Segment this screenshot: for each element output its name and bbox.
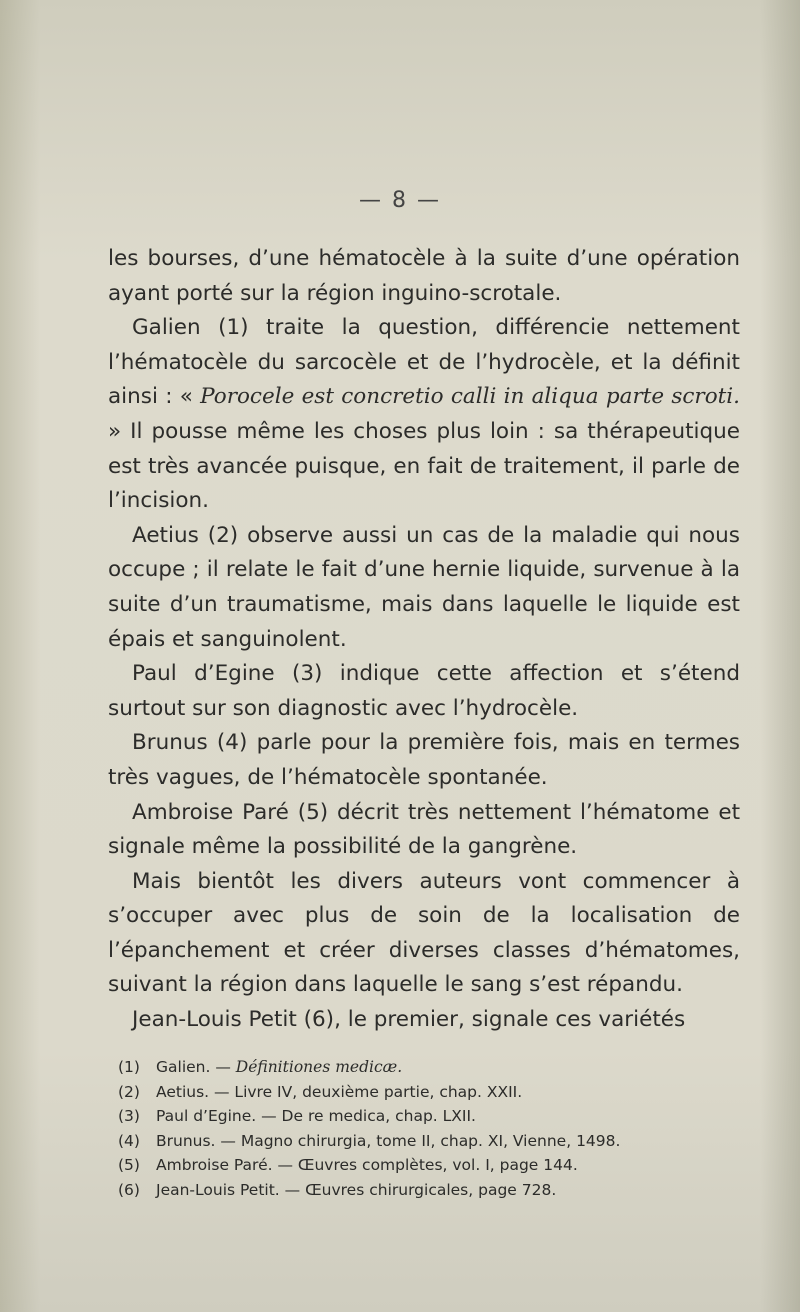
footnote-number: (2) [118, 1082, 140, 1101]
footnote [118, 1178, 748, 1203]
footnote [118, 1129, 748, 1154]
footnote-text: Paul d’Egine. — De re medica, chap. LXII. [156, 1107, 476, 1125]
footnote-number: (6) [118, 1180, 140, 1199]
footnote [118, 1055, 748, 1080]
paragraph-text: » Il pousse même les choses plus loin : sa thérapeutique est très avancée puisque, en fait de traitement, il parle de l’incision. [108, 418, 740, 514]
footnote-number: (5) [118, 1156, 140, 1174]
paragraph-text: Jean-Louis Petit (6), le premier, signale ces variétés [132, 1007, 686, 1033]
paragraph [108, 726, 740, 795]
footnote-text: Aetius. — Livre IV, deuxième partie, chap. XXII. [156, 1082, 523, 1101]
footnotes [118, 1055, 748, 1202]
page-number: — 8 — [359, 188, 441, 213]
paragraph-text: Aetius (2) observe aussi un cas de la maladie qui nous occupe ; il relate le fait d’une hernie liquide, survenue à la suite d’un traumatisme, mais dans laquelle le liquide est épais et sanguinolent. [108, 522, 740, 652]
footnote [118, 1153, 748, 1178]
paragraph [108, 1003, 740, 1038]
paragraph [108, 796, 740, 865]
footnote-number: (1) [118, 1058, 140, 1076]
body-text [108, 242, 740, 1038]
footnote-number: (4) [118, 1131, 140, 1150]
paragraph [108, 311, 740, 519]
paragraph-text: les bourses, d’une hématocèle à la suite d’une opération ayant porté sur la région inguino-scrotale. [108, 246, 740, 306]
footnote-text: Galien. — [156, 1058, 236, 1076]
paragraph-text: Brunus (4) parle pour la première fois, mais en termes très vagues, de l’hématocèle spontanée. [108, 730, 740, 790]
footnote [118, 1104, 748, 1129]
paragraph-text: Galien (1) traite la question, différencie nettement l’hématocèle du sarcocèle et de l’hydrocèle, et la définit ainsi : « [108, 315, 740, 410]
paragraph-text: Mais bientôt les divers auteurs vont commencer à s’occuper avec plus de soin de la localisation de l’épanchement et créer diverses classes d’hématomes, suivant la région dans laquelle le sang s’est répandu. [108, 868, 740, 998]
paragraph-text: Ambroise Paré (5) décrit très nettement l’hématome et signale même la possibilité de la gangrène. [108, 799, 740, 860]
footnote-text: Brunus. — Magno chirurgia, tome II, chap. XI, Vienne, 1498. [156, 1131, 621, 1150]
footnote-text: Jean-Louis Petit. — Œuvres chirurgicales, page 728. [156, 1180, 557, 1199]
paragraph [108, 657, 740, 726]
paragraph [108, 242, 740, 311]
footnote-title: Définitiones medicæ. [235, 1058, 403, 1076]
paragraph [108, 865, 740, 1003]
footnote-text: Ambroise Paré. — Œuvres complètes, vol. I, page 144. [156, 1156, 578, 1174]
latin-quote: Porocele est concretio calli in aliqua parte scroti. [200, 384, 740, 410]
paragraph [108, 519, 740, 657]
footnote-number: (3) [118, 1107, 140, 1125]
paragraph-text: Paul d’Egine (3) indique cette affection et s’étend surtout sur son diagnostic avec l’hydrocèle. [108, 661, 740, 721]
footnote [118, 1080, 748, 1105]
